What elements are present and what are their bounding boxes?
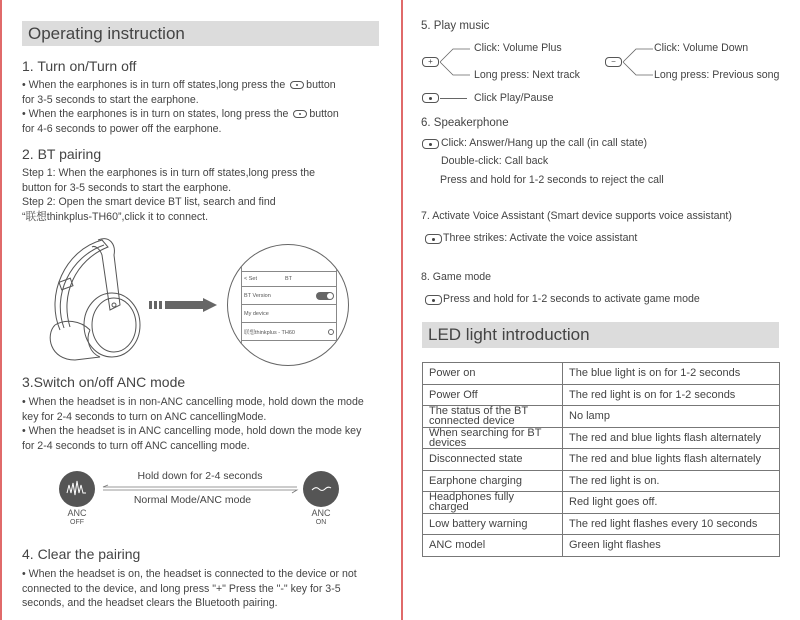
led-table [422, 362, 780, 557]
bidirectional-arrow [100, 484, 300, 494]
plus-click-label: Click: Volume Plus [474, 42, 562, 54]
game-line: Press and hold for 1-2 seconds to activate game mode [443, 293, 700, 305]
plus-long-label: Long press: Next track [474, 69, 580, 81]
play-line [440, 98, 467, 99]
headphone-illustration [40, 235, 160, 365]
led-table-row [423, 363, 780, 385]
back-button[interactable]: < Set [244, 276, 257, 282]
led-state-cell: ANC model [423, 535, 563, 557]
phone-bt-screen [227, 244, 349, 366]
minus-branch-lines [622, 46, 654, 78]
section4-body: • When the headset is on, the headset is connected to the device or not connected to the device, and long press "+" Press the "-" key for 3-5 seconds, and the headset clears the Bluetooth pairing. [22, 568, 357, 609]
anc-top-label: Hold down for 2-4 seconds [137, 470, 263, 482]
led-table-row [423, 492, 780, 514]
play-key-icon [422, 93, 439, 103]
call-key-icon [422, 139, 439, 149]
bt-header [241, 271, 337, 287]
section3-body: • When the headset is in non-ANC cancelling mode, hold down the mode key for 2-4 seconds to turn on ANC cancellingMode. • When the headset is in ANC cancelling mode, hold down the mode key for 2-4 seconds to turn off ANC cancelling mode. [22, 396, 364, 452]
section4-heading: 4. Clear the pairing [22, 546, 141, 562]
anc-off-label: ANC [67, 508, 87, 518]
led-state-cell: Low battery warning [423, 513, 563, 535]
led-state-cell: Power Off [423, 384, 563, 406]
pairing-arrow [149, 298, 219, 317]
game-key-icon [425, 295, 442, 305]
led-table-row [423, 449, 780, 471]
section5-heading: 5. Play music [421, 20, 490, 32]
led-state-cell: Disconnected state [423, 449, 563, 471]
my-device-row: My device [241, 305, 337, 323]
section1-body: • When the earphones is in turn off states,long press the button for 3-5 seconds to start the earphone. • When the earphones is in turn on states, long press the button for 4-6 seconds to power off the earphone. [22, 78, 392, 136]
speaker-line-2: Double-click: Call back [441, 155, 549, 167]
section1-heading: 1. Turn on/Turn off [22, 58, 137, 74]
led-description-cell: The red light is on for 1-2 seconds [563, 384, 780, 406]
section6-heading: 6. Speakerphone [421, 117, 509, 129]
anc-off-circle [59, 471, 95, 507]
led-description-cell: The red and blue lights flash alternately [563, 449, 780, 471]
led-banner [422, 322, 779, 348]
led-description-cell: Green light flashes [563, 535, 780, 557]
speaker-line-1: Click: Answer/Hang up the call (in call state) [441, 137, 648, 149]
play-label: Click Play/Pause [474, 92, 554, 104]
bt-toggle[interactable] [316, 292, 334, 300]
mode-button-icon [290, 81, 304, 89]
led-table-row [423, 513, 780, 535]
banner-title: Operating instruction [28, 23, 185, 43]
anc-off-sub: OFF [70, 519, 84, 526]
led-state-cell: Earphone charging [423, 470, 563, 492]
plus-key-icon: + [422, 57, 439, 67]
minus-long-label: Long press: Previous song [654, 69, 780, 81]
anc-on-label: ANC [311, 508, 331, 518]
section7-heading: 7. Activate Voice Assistant (Smart device supports voice assistant) [421, 210, 732, 222]
led-description-cell: The blue light is on for 1-2 seconds [563, 363, 780, 385]
page-edge-left [0, 0, 2, 620]
led-description-cell: No lamp [563, 406, 780, 428]
section1-bullet: • When the earphones is in turn on states, long press the button [22, 108, 339, 120]
led-table-row [423, 470, 780, 492]
led-table-row [423, 535, 780, 557]
led-table-row [423, 406, 780, 428]
led-description-cell: Red light goes off. [563, 492, 780, 514]
headband-outer [55, 240, 108, 330]
voice-key-icon [425, 234, 442, 244]
led-table-row [423, 427, 780, 449]
led-description-cell: The red and blue lights flash alternately [563, 427, 780, 449]
plus-branch-lines [439, 46, 471, 78]
section3-heading: 3.Switch on/off ANC mode [22, 374, 186, 390]
quiet-wave-icon [303, 471, 339, 507]
noise-wave-icon [59, 471, 95, 507]
section8-heading: 8. Game mode [421, 271, 492, 283]
operating-instruction-banner [22, 21, 379, 46]
section2-heading: 2. BT pairing [22, 146, 102, 162]
section1-bullet: • When the earphones is in turn off states,long press the button [22, 79, 336, 91]
led-table-row [423, 384, 780, 406]
anc-on-circle [303, 471, 339, 507]
bt-version-row: BT Version [241, 287, 337, 305]
mode-button-icon [293, 110, 307, 118]
info-icon[interactable] [328, 329, 334, 335]
page-divider [401, 0, 403, 620]
speaker-line-3: Press and hold for 1-2 seconds to reject the call [440, 174, 664, 186]
anc-bottom-label: Normal Mode/ANC mode [133, 494, 252, 506]
led-state-cell: Headphones fully charged [423, 492, 563, 514]
led-state-cell: When searching for BT devices [423, 427, 563, 449]
led-description-cell: The red light flashes every 10 seconds [563, 513, 780, 535]
voice-line: Three strikes: Activate the voice assistant [443, 232, 638, 244]
led-banner-title: LED light introduction [428, 325, 590, 344]
anc-on-sub: ON [315, 519, 327, 526]
led-description-cell: The red light is on. [563, 470, 780, 492]
minus-click-label: Click: Volume Down [654, 42, 749, 54]
bt-title: BT [285, 276, 293, 282]
section2-body: Step 1: When the earphones is in turn off states,long press the button for 3-5 seconds to start the earphone. Step 2: Open the smart device BT list, search and find “联想thinkplus-TH60”,click it to connect. [22, 167, 316, 223]
minus-key-icon: − [605, 57, 622, 67]
led-state-cell: The status of the BT connected device [423, 406, 563, 428]
led-state-cell: Power on [423, 363, 563, 385]
device-row[interactable]: 联想thinkplus - TH60 [241, 323, 337, 341]
